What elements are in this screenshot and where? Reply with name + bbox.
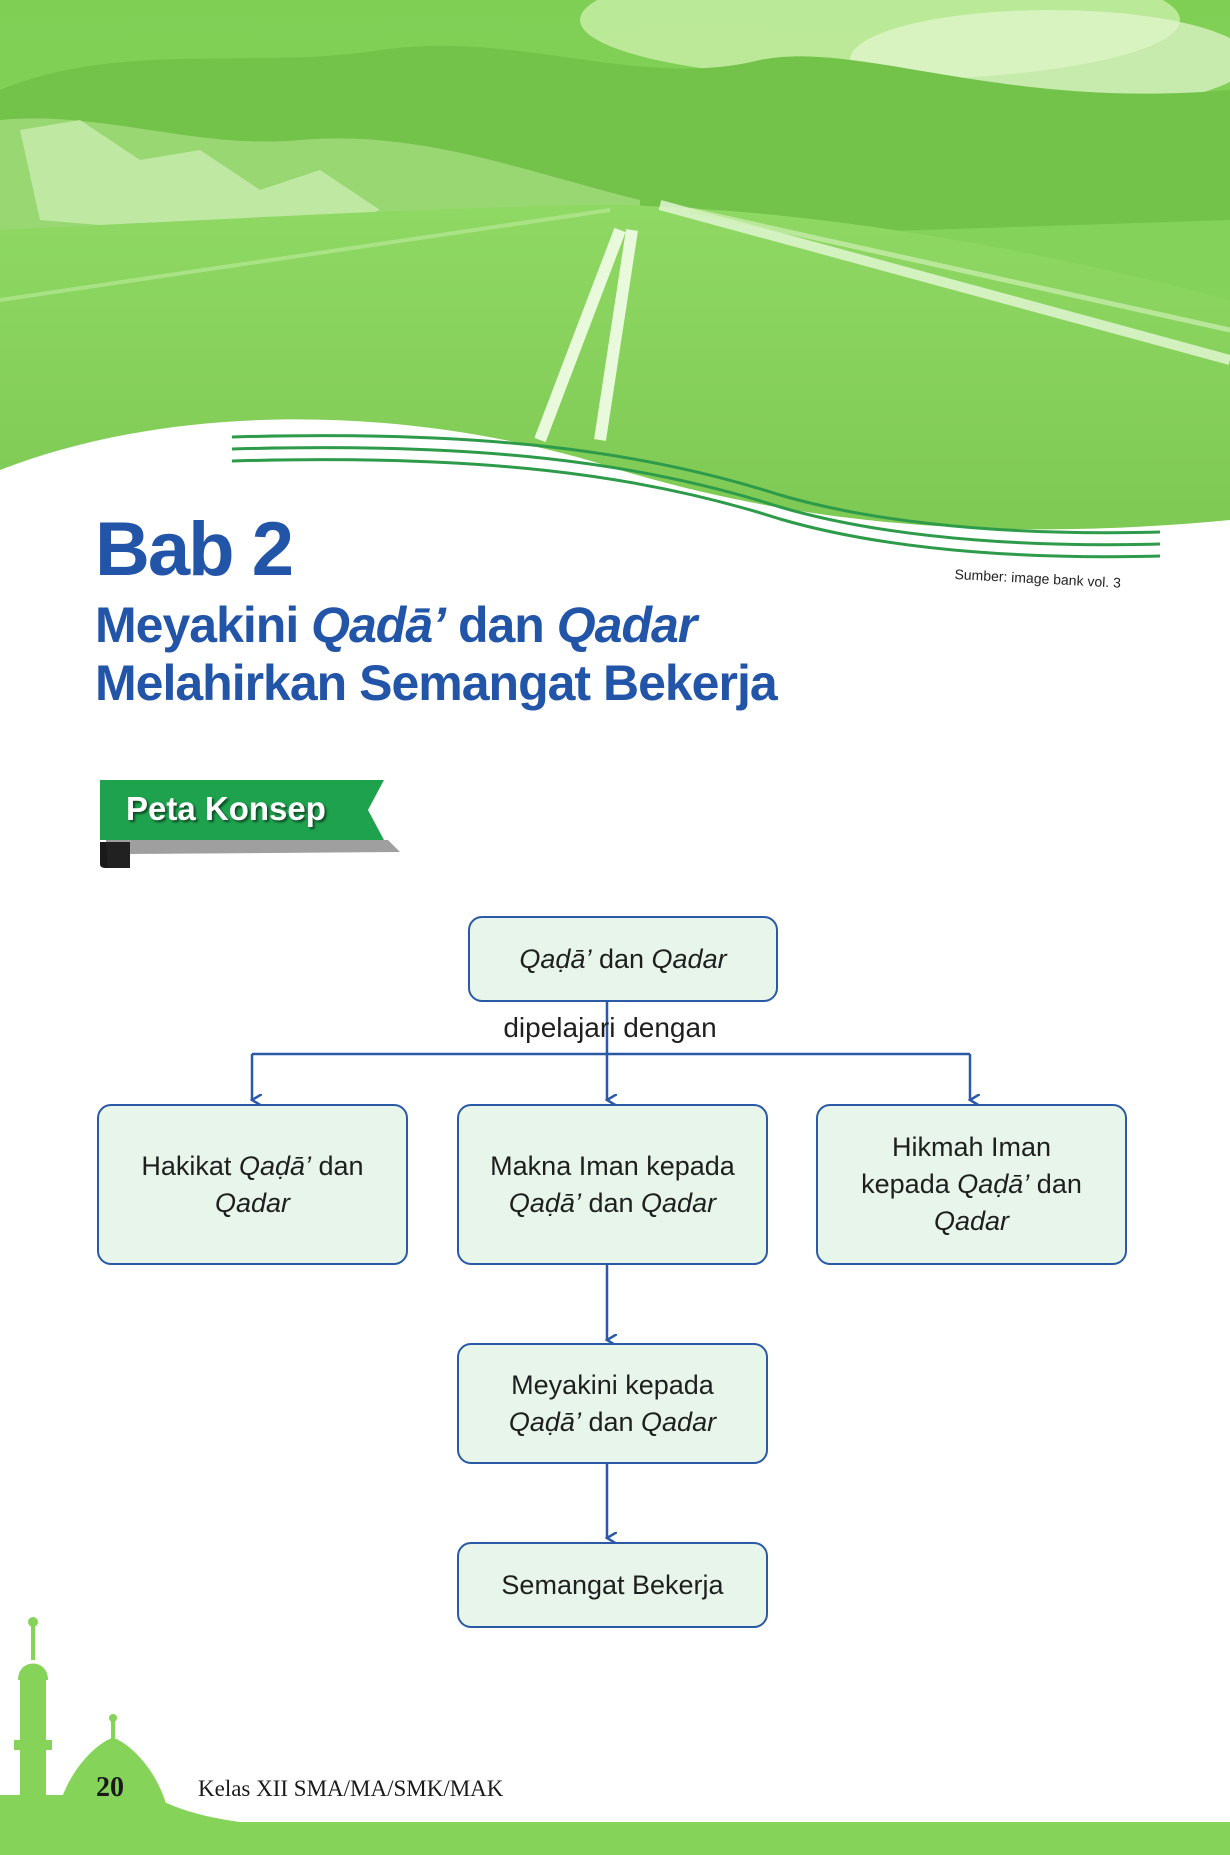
chapter-number: Bab 2 [95,507,292,592]
term: Qadar [933,1206,1010,1236]
node-line: Hikmah Iman [891,1132,1052,1162]
footer-mosque-decoration [0,1600,1230,1855]
running-footer: Kelas XII SMA/MA/SMK/MAK [198,1776,504,1801]
term: Qadar [214,1187,291,1218]
node-hikmah-text [861,1129,1082,1240]
term: Qadar [641,1187,717,1218]
term: Qadar [651,943,727,974]
text: dan [580,1187,642,1218]
image-source-credit: Sumber: image bank vol. 3 [954,566,1122,591]
node-line [861,1203,1082,1240]
chapter-title-line2: Melahirkan Semangat Bekerja [95,655,777,711]
text: dan [311,1150,364,1181]
node-root [468,916,778,1002]
term: Qaḍā’ [508,1406,581,1437]
text: dan [580,1406,642,1437]
term: Qaḍā’ [957,1169,1030,1199]
text: dan [1029,1169,1082,1199]
node-makna [457,1104,768,1265]
node-meyakini-text [509,1367,716,1441]
node-line [490,1185,735,1222]
edge-label-dipelajari: dipelajari dengan [503,1012,717,1043]
node-line: Meyakini kepada [511,1369,714,1400]
page-number: 20 [96,1772,124,1803]
node-makna-text [490,1148,735,1222]
node-line [141,1185,363,1222]
node-root-text [519,941,726,978]
node-line [141,1148,363,1185]
concept-map-heading: Peta Konsep [126,790,326,827]
text: kepada [861,1169,958,1199]
node-semangat-text: Semangat Bekerja [501,1569,724,1600]
title-text: Meyakini [95,597,312,653]
term: Qadar [641,1406,717,1437]
node-line [509,1404,716,1441]
term: Qaḍā’ [238,1150,312,1181]
node-line: Makna Iman kepada [490,1150,735,1181]
term: Qaḍā’ [519,943,592,974]
term: Qaḍā’ [508,1187,581,1218]
node-hikmah [816,1104,1127,1265]
title-text: dan [445,597,557,653]
title-term: Qadā’ [311,597,446,653]
node-hakikat-text [141,1148,363,1222]
node-meyakini [457,1343,768,1464]
node-hakikat [97,1104,408,1265]
text: dan [591,943,652,974]
title-term: Qadar [556,597,697,653]
text: Hakikat [141,1150,239,1181]
node-line [861,1166,1082,1203]
